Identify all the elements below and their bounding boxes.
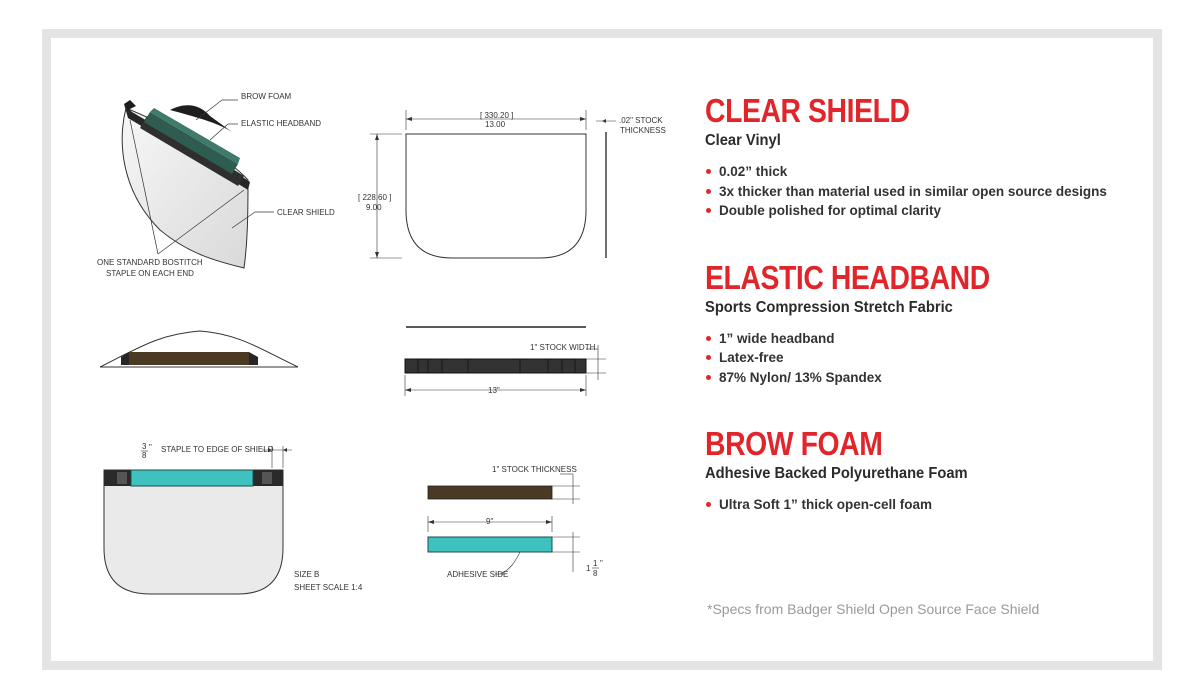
assembled-shield	[104, 470, 283, 594]
staple-label-line1: ONE STANDARD BOSTITCH	[97, 258, 203, 267]
section-elastic-headband	[705, 259, 1145, 388]
bullet-item: Latex-free	[705, 348, 1145, 368]
staple-label-line2: STAPLE ON EACH END	[106, 269, 194, 278]
staple-frac-unit: "	[149, 443, 152, 452]
headband-side-view	[100, 331, 298, 367]
foam-thickness-label: 1" STOCK THICKNESS	[492, 465, 577, 474]
width-in-label: 13.00	[485, 120, 506, 129]
section-title: BROW FOAM	[705, 425, 883, 462]
bullet-item: Double polished for optimal clarity	[705, 201, 1145, 221]
assembled-brow-foam	[131, 470, 253, 486]
foam-stock-bottom	[428, 537, 552, 552]
bullet-item: 1” wide headband	[705, 329, 1145, 349]
bullet-item: 3x thicker than material used in similar open source designs	[705, 182, 1145, 202]
staple-frac-num: 3	[142, 442, 147, 451]
section-subtitle: Clear Vinyl	[705, 132, 781, 149]
foam-stock-top	[428, 486, 552, 499]
section-clear-shield	[705, 92, 1145, 221]
stock-thickness-line1: .02" STOCK	[619, 116, 663, 125]
specs-panel	[705, 92, 1145, 515]
side-brow-foam	[129, 352, 249, 365]
staple-edge-label: STAPLE TO EDGE OF SHIELD	[161, 445, 274, 454]
staple-frac-den: 8	[142, 451, 147, 460]
shield-outline	[406, 134, 586, 258]
bullet-list	[705, 495, 1145, 515]
foam-stock-views	[428, 465, 603, 579]
elastic-band-view	[405, 327, 606, 396]
clear-shield-label: CLEAR SHIELD	[277, 208, 335, 217]
bullet-item: 0.02” thick	[705, 162, 1145, 182]
shield-front-view	[358, 110, 666, 258]
scale-label: SHEET SCALE 1:4	[294, 583, 363, 592]
band-length-label: 13"	[488, 386, 500, 395]
elastic-band	[405, 359, 586, 373]
brow-foam-label: BROW FOAM	[241, 92, 292, 101]
foam-length-label: 9"	[486, 517, 494, 526]
foam-frac-den: 8	[593, 569, 598, 578]
elastic-headband-label: ELASTIC HEADBAND	[241, 119, 322, 128]
height-in-label: 9.00	[366, 203, 382, 212]
section-title: ELASTIC HEADBAND	[705, 258, 990, 296]
bullet-item: Ultra Soft 1” thick open-cell foam	[705, 495, 1145, 515]
stock-thickness-line2: THICKNESS	[620, 126, 666, 135]
foam-frac-unit: "	[600, 559, 603, 568]
width-mm-label: [ 330.20 ]	[480, 111, 514, 120]
height-mm-label: [ 228.60 ]	[358, 193, 392, 202]
bullet-item: 87% Nylon/ 13% Spandex	[705, 368, 1145, 388]
section-subtitle: Sports Compression Stretch Fabric	[705, 298, 953, 316]
bullet-list	[705, 329, 1145, 388]
assembled-front-view	[104, 442, 363, 594]
foam-frac-whole: 1	[586, 564, 591, 573]
isometric-view	[97, 92, 335, 278]
adhesive-side-label: ADHESIVE SIDE	[447, 570, 509, 579]
size-label: SIZE B	[294, 570, 320, 579]
section-title: CLEAR SHIELD	[705, 92, 910, 129]
section-brow-foam	[705, 425, 1145, 515]
bullet-list	[705, 162, 1145, 221]
specs-footnote: *Specs from Badger Shield Open Source Face Shield	[707, 601, 1040, 617]
stock-width-label: 1" STOCK WIDTH	[530, 343, 596, 352]
foam-frac-num: 1	[593, 559, 598, 568]
section-subtitle: Adhesive Backed Polyurethane Foam	[705, 465, 968, 482]
